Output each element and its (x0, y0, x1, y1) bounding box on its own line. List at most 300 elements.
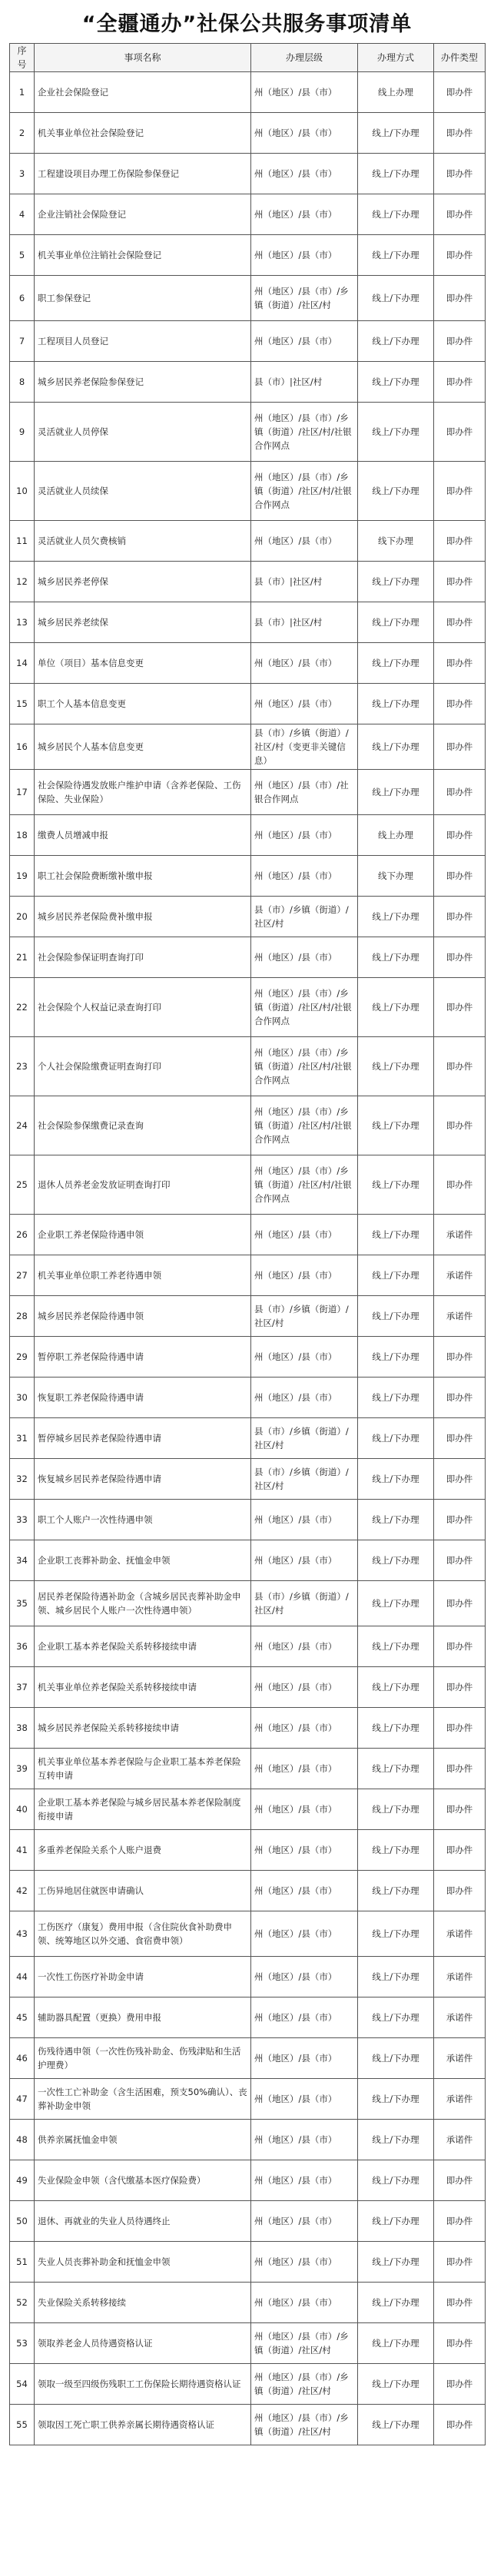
service-method: 线上/下办理 (358, 113, 434, 154)
service-method: 线上/下办理 (358, 2160, 434, 2201)
service-method: 线上/下办理 (358, 1215, 434, 1255)
table-row (10, 2160, 486, 2201)
service-level: 州（地区）/县（市） (251, 72, 358, 113)
service-level: 州（地区）/县（市） (251, 1997, 358, 2038)
service-method: 线上/下办理 (358, 2364, 434, 2405)
row-number: 1 (10, 72, 35, 113)
service-level: 州（地区）/县（市）/乡镇（街道）/社区/村 (251, 2405, 358, 2445)
service-method: 线上/下办理 (358, 1957, 434, 1997)
service-type: 即办件 (434, 1459, 486, 1500)
service-method: 线上/下办理 (358, 2242, 434, 2283)
service-method: 线下办理 (358, 521, 434, 562)
service-method: 线上/下办理 (358, 2120, 434, 2160)
service-name: 失业人员丧葬补助金和抚恤金申领 (35, 2242, 251, 2283)
service-name: 企业注销社会保险登记 (35, 194, 251, 235)
service-type: 承诺件 (434, 1997, 486, 2038)
service-name: 暂停城乡居民养老保险待遇申请 (35, 1418, 251, 1459)
service-level: 州（地区）/县（市） (251, 2283, 358, 2323)
table-row (10, 1911, 486, 1957)
table-row (10, 1667, 486, 1708)
service-level: 县（市）/乡镇（街道）/社区/村（变更非关键信息） (251, 724, 358, 770)
service-level: 州（地区）/县（市） (251, 1871, 358, 1911)
service-name: 企业社会保险登记 (35, 72, 251, 113)
table-row (10, 1830, 486, 1871)
table-row (10, 403, 486, 462)
service-name: 领取因工死亡职工供养亲属长期待遇资格认证 (35, 2405, 251, 2445)
row-number: 48 (10, 2120, 35, 2160)
service-type: 即办件 (434, 1667, 486, 1708)
service-method: 线上/下办理 (358, 321, 434, 362)
service-name: 领取一级至四级伤残职工工伤保险长期待遇资格认证 (35, 2364, 251, 2405)
service-name: 退休、再就业的失业人员待遇终止 (35, 2201, 251, 2242)
service-method: 线上/下办理 (358, 1626, 434, 1667)
service-method: 线上/下办理 (358, 1581, 434, 1626)
service-level: 州（地区）/县（市） (251, 684, 358, 724)
table-row (10, 897, 486, 937)
row-number: 27 (10, 1255, 35, 1296)
service-method: 线上/下办理 (358, 154, 434, 194)
row-number: 52 (10, 2283, 35, 2323)
row-number: 51 (10, 2242, 35, 2283)
service-level: 州（地区）/县（市） (251, 1789, 358, 1830)
service-type: 即办件 (434, 521, 486, 562)
service-method: 线上/下办理 (358, 1667, 434, 1708)
table-row (10, 1037, 486, 1096)
service-name: 城乡居民养老保险参保登记 (35, 362, 251, 403)
service-type: 即办件 (434, 235, 486, 276)
table-row (10, 72, 486, 113)
row-number: 19 (10, 856, 35, 897)
row-number: 34 (10, 1540, 35, 1581)
service-type: 即办件 (434, 1871, 486, 1911)
service-name: 工伤医疗（康复）费用申报（含住院伙食补助费申领、统筹地区以外交通、食宿费申领） (35, 1911, 251, 1957)
service-name: 单位（项目）基本信息变更 (35, 643, 251, 684)
table-row (10, 235, 486, 276)
table-row (10, 1789, 486, 1830)
service-type: 即办件 (434, 1581, 486, 1626)
service-level: 州（地区）/县（市）/乡镇（街道）/社区/村/社银合作网点 (251, 462, 358, 521)
service-level: 县（市）/乡镇（街道）/社区/村 (251, 1418, 358, 1459)
service-name: 城乡居民养老停保 (35, 562, 251, 602)
service-type: 即办件 (434, 2242, 486, 2283)
service-name: 企业职工养老保险待遇申领 (35, 1215, 251, 1255)
table-row (10, 154, 486, 194)
row-number: 23 (10, 1037, 35, 1096)
row-number: 4 (10, 194, 35, 235)
service-method: 线上/下办理 (358, 562, 434, 602)
table-header-row (10, 44, 486, 72)
table-row (10, 684, 486, 724)
service-name: 多重养老保险关系个人账户退费 (35, 1830, 251, 1871)
row-number: 47 (10, 2079, 35, 2120)
service-level: 县（市）|社区/村 (251, 602, 358, 643)
service-type: 即办件 (434, 1626, 486, 1667)
service-level: 州（地区）/县（市） (251, 1708, 358, 1749)
table-row (10, 1378, 486, 1418)
table-row (10, 113, 486, 154)
row-number: 5 (10, 235, 35, 276)
service-name: 退休人员养老金发放证明查询打印 (35, 1155, 251, 1215)
service-level: 州（地区）/县（市） (251, 2038, 358, 2079)
service-type: 即办件 (434, 770, 486, 815)
service-name: 城乡居民养老保险待遇申领 (35, 1296, 251, 1337)
service-name: 辅助器具配置（更换）费用申报 (35, 1997, 251, 2038)
table-row (10, 362, 486, 403)
row-number: 13 (10, 602, 35, 643)
service-name: 社会保险参保缴费记录查询 (35, 1096, 251, 1155)
service-level: 县（市）/乡镇（街道）/社区/村 (251, 1296, 358, 1337)
table-row (10, 643, 486, 684)
service-name: 暂停职工养老保险待遇申请 (35, 1337, 251, 1378)
service-level: 州（地区）/县（市） (251, 1337, 358, 1378)
row-number: 37 (10, 1667, 35, 1708)
table-row (10, 321, 486, 362)
table-row (10, 2323, 486, 2364)
row-number: 18 (10, 815, 35, 856)
service-level: 县（市）/乡镇（街道）/社区/村 (251, 1581, 358, 1626)
row-number: 16 (10, 724, 35, 770)
service-name: 居民养老保险待遇补助金（含城乡居民丧葬补助金申领、城乡居民个人账户一次性待遇申领） (35, 1581, 251, 1626)
service-type: 即办件 (434, 2160, 486, 2201)
service-level: 州（地区）/县（市） (251, 2201, 358, 2242)
service-name: 社会保险待遇发放账户维护申请（含养老保险、工伤保险、失业保险） (35, 770, 251, 815)
table-row (10, 1096, 486, 1155)
service-type: 即办件 (434, 1155, 486, 1215)
header-level: 办理层级 (251, 44, 358, 72)
service-type: 即办件 (434, 856, 486, 897)
row-number: 55 (10, 2405, 35, 2445)
service-name: 灵活就业人员续保 (35, 462, 251, 521)
service-name: 职工社会保险费断缴补缴申报 (35, 856, 251, 897)
table-row (10, 602, 486, 643)
service-level: 州（地区）/县（市） (251, 321, 358, 362)
service-method: 线上/下办理 (358, 978, 434, 1037)
service-name: 职工参保登记 (35, 276, 251, 321)
service-level: 州（地区）/县（市） (251, 2079, 358, 2120)
service-method: 线上/下办理 (358, 1155, 434, 1215)
service-type: 即办件 (434, 72, 486, 113)
row-number: 50 (10, 2201, 35, 2242)
row-number: 21 (10, 937, 35, 978)
row-number: 26 (10, 1215, 35, 1255)
service-type: 即办件 (434, 1708, 486, 1749)
service-type: 即办件 (434, 1037, 486, 1096)
service-name: 城乡居民养老保险关系转移接续申请 (35, 1708, 251, 1749)
row-number: 14 (10, 643, 35, 684)
service-method: 线上/下办理 (358, 362, 434, 403)
service-type: 即办件 (434, 194, 486, 235)
service-type: 即办件 (434, 403, 486, 462)
table-row (10, 521, 486, 562)
service-level: 县（市）|社区/村 (251, 362, 358, 403)
service-type: 即办件 (434, 602, 486, 643)
row-number: 15 (10, 684, 35, 724)
row-number: 41 (10, 1830, 35, 1871)
service-type: 即办件 (434, 815, 486, 856)
service-type: 即办件 (434, 462, 486, 521)
row-number: 42 (10, 1871, 35, 1911)
row-number: 36 (10, 1626, 35, 1667)
row-number: 43 (10, 1911, 35, 1957)
service-type: 即办件 (434, 2201, 486, 2242)
row-number: 3 (10, 154, 35, 194)
service-level: 州（地区）/县（市）/乡镇（街道）/社区/村/社银合作网点 (251, 1096, 358, 1155)
service-method: 线上/下办理 (358, 1037, 434, 1096)
row-number: 2 (10, 113, 35, 154)
row-number: 45 (10, 1997, 35, 2038)
table-row (10, 2120, 486, 2160)
service-method: 线上/下办理 (358, 462, 434, 521)
service-name: 城乡居民养老保险费补缴申报 (35, 897, 251, 937)
table-row (10, 1871, 486, 1911)
service-name: 工程项目人员登记 (35, 321, 251, 362)
service-name: 城乡居民个人基本信息变更 (35, 724, 251, 770)
service-type: 即办件 (434, 1830, 486, 1871)
service-method: 线上/下办理 (358, 2038, 434, 2079)
service-name: 社会保险个人权益记录查询打印 (35, 978, 251, 1037)
service-level: 州（地区）/县（市） (251, 521, 358, 562)
row-number: 33 (10, 1500, 35, 1540)
service-name: 缴费人员增减申报 (35, 815, 251, 856)
service-level: 州（地区）/县（市）/乡镇（街道）/社区/村/社银合作网点 (251, 1155, 358, 1215)
row-number: 7 (10, 321, 35, 362)
table-row (10, 1708, 486, 1749)
service-level: 州（地区）/县（市）/乡镇（街道）/社区/村/社银合作网点 (251, 403, 358, 462)
service-name: 工程建设项目办理工伤保险参保登记 (35, 154, 251, 194)
row-number: 44 (10, 1957, 35, 1997)
service-type: 即办件 (434, 1540, 486, 1581)
row-number: 38 (10, 1708, 35, 1749)
service-method: 线上/下办理 (358, 937, 434, 978)
service-method: 线上办理 (358, 815, 434, 856)
service-type: 即办件 (434, 1749, 486, 1789)
table-row (10, 1155, 486, 1215)
service-method: 线上/下办理 (358, 1708, 434, 1749)
service-type: 即办件 (434, 113, 486, 154)
row-number: 10 (10, 462, 35, 521)
service-level: 州（地区）/县（市）/乡镇（街道）/社区/村/社银合作网点 (251, 1037, 358, 1096)
service-level: 州（地区）/县（市） (251, 643, 358, 684)
service-method: 线上/下办理 (358, 276, 434, 321)
row-number: 53 (10, 2323, 35, 2364)
service-method: 线上/下办理 (358, 1459, 434, 1500)
table-row (10, 1626, 486, 1667)
service-name: 一次性工伤医疗补助金申请 (35, 1957, 251, 1997)
service-type: 即办件 (434, 937, 486, 978)
service-method: 线上/下办理 (358, 1789, 434, 1830)
service-method: 线上/下办理 (358, 1540, 434, 1581)
service-method: 线上/下办理 (358, 2201, 434, 2242)
service-method: 线上/下办理 (358, 1337, 434, 1378)
service-type: 承诺件 (434, 2038, 486, 2079)
service-type: 即办件 (434, 1337, 486, 1378)
service-level: 州（地区）/县（市）/社银合作网点 (251, 770, 358, 815)
service-name: 机关事业单位基本养老保险与企业职工基本养老保险互转申请 (35, 1749, 251, 1789)
table-row (10, 2079, 486, 2120)
service-level: 县（市）/乡镇（街道）/社区/村 (251, 1459, 358, 1500)
table-row (10, 815, 486, 856)
table-row (10, 1459, 486, 1500)
row-number: 54 (10, 2364, 35, 2405)
service-type: 即办件 (434, 276, 486, 321)
service-method: 线上/下办理 (358, 403, 434, 462)
service-type: 即办件 (434, 2323, 486, 2364)
table-row (10, 2364, 486, 2405)
service-type: 承诺件 (434, 1957, 486, 1997)
service-level: 州（地区）/县（市） (251, 1957, 358, 1997)
service-method: 线下办理 (358, 856, 434, 897)
service-method: 线上/下办理 (358, 684, 434, 724)
header-no: 序号 (10, 44, 35, 72)
service-name: 恢复城乡居民养老保险待遇申请 (35, 1459, 251, 1500)
service-level: 州（地区）/县（市） (251, 154, 358, 194)
service-type: 即办件 (434, 978, 486, 1037)
service-method: 线上/下办理 (358, 2405, 434, 2445)
service-type: 承诺件 (434, 2079, 486, 2120)
service-method: 线上/下办理 (358, 1830, 434, 1871)
service-type: 即办件 (434, 2283, 486, 2323)
service-name: 灵活就业人员欠费核销 (35, 521, 251, 562)
service-method: 线上/下办理 (358, 1296, 434, 1337)
service-method: 线上/下办理 (358, 1997, 434, 2038)
service-type: 即办件 (434, 684, 486, 724)
service-level: 州（地区）/县（市） (251, 1626, 358, 1667)
header-type: 办件类型 (434, 44, 486, 72)
service-method: 线上/下办理 (358, 1749, 434, 1789)
row-number: 11 (10, 521, 35, 562)
service-list-table (9, 43, 486, 2445)
row-number: 40 (10, 1789, 35, 1830)
service-method: 线上/下办理 (358, 770, 434, 815)
service-type: 承诺件 (434, 2120, 486, 2160)
table-row (10, 724, 486, 770)
table-row (10, 2242, 486, 2283)
service-name: 一次性工亡补助金（含生活困难，预支50%确认）、丧葬补助金申领 (35, 2079, 251, 2120)
service-type: 即办件 (434, 643, 486, 684)
service-level: 州（地区）/县（市） (251, 113, 358, 154)
service-name: 恢复职工养老保险待遇申请 (35, 1378, 251, 1418)
service-name: 工伤异地居住就医申请确认 (35, 1871, 251, 1911)
service-type: 即办件 (434, 562, 486, 602)
service-method: 线上/下办理 (358, 2283, 434, 2323)
service-level: 州（地区）/县（市） (251, 1830, 358, 1871)
service-name: 失业保险关系转移接续 (35, 2283, 251, 2323)
table-row (10, 1296, 486, 1337)
service-method: 线上/下办理 (358, 602, 434, 643)
row-number: 9 (10, 403, 35, 462)
service-name: 企业职工基本养老保险关系转移接续申请 (35, 1626, 251, 1667)
row-number: 30 (10, 1378, 35, 1418)
service-level: 州（地区）/县（市） (251, 235, 358, 276)
service-level: 州（地区）/县（市） (251, 2120, 358, 2160)
service-name: 职工个人基本信息变更 (35, 684, 251, 724)
service-level: 州（地区）/县（市） (251, 1749, 358, 1789)
service-name: 伤残待遇申领（一次性伤残补助金、伤残津贴和生活护理费） (35, 2038, 251, 2079)
service-name: 机关事业单位养老保险关系转移接续申请 (35, 1667, 251, 1708)
service-type: 承诺件 (434, 1296, 486, 1337)
service-method: 线上/下办理 (358, 1418, 434, 1459)
service-type: 即办件 (434, 2364, 486, 2405)
table-row (10, 2283, 486, 2323)
row-number: 32 (10, 1459, 35, 1500)
service-level: 州（地区）/县（市）/乡镇（街道）/社区/村 (251, 2323, 358, 2364)
row-number: 28 (10, 1296, 35, 1337)
table-row (10, 1581, 486, 1626)
service-level: 州（地区）/县（市） (251, 194, 358, 235)
table-body (10, 72, 486, 2445)
table-row (10, 2405, 486, 2445)
service-type: 承诺件 (434, 1911, 486, 1957)
table-row (10, 770, 486, 815)
row-number: 24 (10, 1096, 35, 1155)
table-row (10, 978, 486, 1037)
table-row (10, 856, 486, 897)
table-row (10, 2201, 486, 2242)
service-level: 州（地区）/县（市） (251, 2160, 358, 2201)
row-number: 25 (10, 1155, 35, 1215)
service-name: 职工个人账户一次性待遇申领 (35, 1500, 251, 1540)
table-row (10, 1749, 486, 1789)
row-number: 39 (10, 1749, 35, 1789)
row-number: 22 (10, 978, 35, 1037)
service-name: 供养亲属抚恤金申领 (35, 2120, 251, 2160)
service-level: 州（地区）/县（市） (251, 1911, 358, 1957)
table-row (10, 1255, 486, 1296)
row-number: 46 (10, 2038, 35, 2079)
table-row (10, 194, 486, 235)
service-type: 即办件 (434, 321, 486, 362)
service-level: 州（地区）/县（市） (251, 815, 358, 856)
service-level: 州（地区）/县（市） (251, 1378, 358, 1418)
service-name: 领取养老金人员待遇资格认证 (35, 2323, 251, 2364)
row-number: 31 (10, 1418, 35, 1459)
table-row (10, 1418, 486, 1459)
row-number: 12 (10, 562, 35, 602)
service-level: 州（地区）/县（市） (251, 1255, 358, 1296)
service-method: 线上/下办理 (358, 235, 434, 276)
service-level: 州（地区）/县（市） (251, 2242, 358, 2283)
row-number: 20 (10, 897, 35, 937)
service-name: 城乡居民养老续保 (35, 602, 251, 643)
service-type: 承诺件 (434, 1215, 486, 1255)
table-row (10, 1215, 486, 1255)
table-row (10, 562, 486, 602)
table-row (10, 276, 486, 321)
service-method: 线上/下办理 (358, 724, 434, 770)
service-type: 即办件 (434, 154, 486, 194)
table-row (10, 1957, 486, 1997)
service-type: 即办件 (434, 724, 486, 770)
service-name: 个人社会保险缴费证明查询打印 (35, 1037, 251, 1096)
service-level: 州（地区）/县（市） (251, 856, 358, 897)
service-method: 线上/下办理 (358, 1500, 434, 1540)
table-row (10, 1500, 486, 1540)
service-method: 线上/下办理 (358, 1255, 434, 1296)
service-level: 州（地区）/县（市） (251, 1667, 358, 1708)
service-name: 机关事业单位社会保险登记 (35, 113, 251, 154)
service-method: 线上/下办理 (358, 643, 434, 684)
page-title: “全疆通办”社保公共服务事项清单 (81, 12, 413, 36)
row-number: 49 (10, 2160, 35, 2201)
service-level: 州（地区）/县（市） (251, 1215, 358, 1255)
service-method: 线上办理 (358, 72, 434, 113)
service-name: 企业职工丧葬补助金、抚恤金申领 (35, 1540, 251, 1581)
row-number: 17 (10, 770, 35, 815)
service-type: 即办件 (434, 1500, 486, 1540)
service-type: 即办件 (434, 1789, 486, 1830)
row-number: 8 (10, 362, 35, 403)
service-type: 即办件 (434, 1096, 486, 1155)
